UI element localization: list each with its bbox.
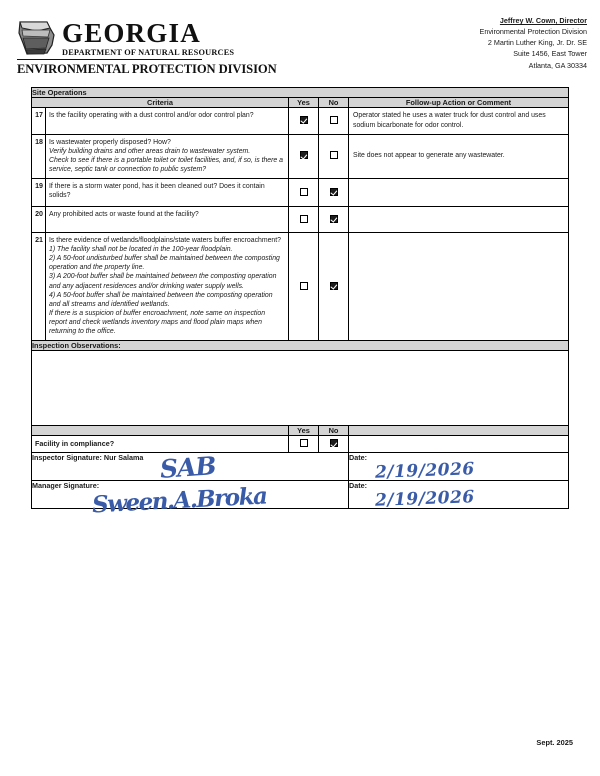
manager-signature-ink: Sween.A.Broka bbox=[91, 482, 268, 519]
inspector-date-ink: 2/19/2026 bbox=[374, 459, 476, 483]
inspector-signature-row bbox=[32, 453, 569, 481]
row-comment[interactable] bbox=[349, 207, 569, 233]
row-comment[interactable] bbox=[349, 233, 569, 341]
criteria-sub: Check to see if there is a portable toilet or toilet facilities, and, if so, is there a service, septic tank or connection to public system? bbox=[49, 156, 284, 173]
logo-department-name: DEPARTMENT OF NATURAL RESOURCES bbox=[62, 48, 235, 57]
compliance-comment[interactable] bbox=[349, 436, 569, 453]
yes-checkbox[interactable] bbox=[300, 151, 308, 159]
table-row bbox=[32, 233, 569, 341]
compliance-no-cell[interactable] bbox=[319, 436, 349, 453]
header-yes: Yes bbox=[289, 98, 319, 108]
criteria-sub: Verify building drains and other areas drain to wastewater system. bbox=[49, 147, 251, 155]
inspector-date-label: Date: bbox=[349, 453, 367, 463]
yes-checkbox-cell[interactable] bbox=[289, 134, 319, 178]
manager-date-label: Date: bbox=[349, 481, 367, 491]
table-row bbox=[32, 179, 569, 207]
yes-checkbox-cell[interactable] bbox=[289, 207, 319, 233]
logo-division-name: ENVIRONMENTAL PROTECTION DIVISION bbox=[17, 62, 277, 76]
manager-date-cell[interactable] bbox=[349, 481, 569, 509]
row-criteria bbox=[46, 134, 289, 178]
compliance-no-checkbox[interactable] bbox=[330, 439, 338, 447]
inspector-date-cell[interactable] bbox=[349, 453, 569, 481]
column-header-row bbox=[32, 98, 569, 108]
row-criteria bbox=[46, 108, 289, 135]
inspector-signature-ink: SAB bbox=[159, 451, 217, 485]
compliance-row bbox=[32, 436, 569, 453]
observations-textarea[interactable] bbox=[32, 351, 569, 426]
inspection-form-table bbox=[31, 87, 569, 519]
manager-signature-cell[interactable] bbox=[32, 481, 349, 519]
section-title: Site Operations bbox=[32, 88, 569, 98]
compliance-yes-cell[interactable] bbox=[289, 436, 319, 453]
observations-header-row bbox=[32, 341, 569, 351]
no-checkbox[interactable] bbox=[330, 116, 338, 124]
agency-address bbox=[480, 15, 587, 71]
inspector-signature-label: Inspector Signature: Nur Salama bbox=[32, 453, 144, 463]
criteria-lead: If there is a storm water pond, has it been cleaned out? Does it contain solids? bbox=[49, 183, 265, 200]
logo-state-name: GEORGIA bbox=[62, 18, 201, 49]
row-number: 20 bbox=[32, 207, 46, 233]
criteria-sub: 1) The facility shall not be located in the 100-year floodplain. bbox=[49, 246, 233, 254]
criteria-lead: Any prohibited acts or waste found at the facility? bbox=[49, 211, 199, 219]
row-comment[interactable]: Site does not appear to generate any wastewater. bbox=[349, 134, 569, 178]
header-no: No bbox=[319, 98, 349, 108]
row-number: 18 bbox=[32, 134, 46, 178]
manager-signature-label: Manager Signature: bbox=[32, 481, 100, 491]
form-revision-footer: Sept. 2025 bbox=[536, 738, 573, 747]
address-city-state-zip: Atlanta, GA 30334 bbox=[528, 60, 587, 70]
table-row bbox=[32, 207, 569, 233]
address-division: Environmental Protection Division bbox=[479, 27, 587, 37]
no-checkbox[interactable] bbox=[330, 282, 338, 290]
georgia-state-outline-icon bbox=[17, 19, 57, 57]
yes-checkbox[interactable] bbox=[300, 282, 308, 290]
header-followup: Follow-up Action or Comment bbox=[349, 98, 569, 108]
director-name: Jeffrey W. Cown, Director bbox=[499, 16, 587, 25]
yes-checkbox-cell[interactable] bbox=[289, 179, 319, 207]
compliance-header-no: No bbox=[319, 426, 349, 436]
no-checkbox[interactable] bbox=[330, 215, 338, 223]
compliance-yes-checkbox[interactable] bbox=[300, 439, 308, 447]
row-number: 17 bbox=[32, 108, 46, 135]
row-criteria bbox=[46, 233, 289, 341]
criteria-lead: Is the facility operating with a dust control and/or odor control plan? bbox=[49, 112, 254, 119]
row-criteria bbox=[46, 179, 289, 207]
no-checkbox-cell[interactable] bbox=[319, 233, 349, 341]
address-street: 2 Martin Luther King, Jr. Dr. SE bbox=[487, 38, 587, 48]
criteria-sub: 2) A 50-foot undisturbed buffer shall be maintained between the composting operation and the property line. bbox=[49, 255, 280, 272]
yes-checkbox-cell[interactable] bbox=[289, 233, 319, 341]
no-checkbox[interactable] bbox=[330, 151, 338, 159]
table-row bbox=[32, 108, 569, 135]
header-criteria: Criteria bbox=[32, 98, 289, 108]
observations-body-row bbox=[32, 351, 569, 426]
criteria-lead: Is there evidence of wetlands/floodplains/state waters buffer encroachment? bbox=[49, 237, 281, 245]
table-row bbox=[32, 134, 569, 178]
yes-checkbox[interactable] bbox=[300, 116, 308, 124]
compliance-band-left bbox=[32, 426, 289, 436]
compliance-header-row bbox=[32, 426, 569, 436]
agency-logo bbox=[17, 18, 277, 77]
row-number: 19 bbox=[32, 179, 46, 207]
row-comment[interactable]: Operator stated he uses a water truck for dust control and uses sodium bicarbonate for odor control. bbox=[349, 108, 569, 135]
compliance-label: Facility in compliance? bbox=[32, 436, 289, 453]
observations-label: Inspection Observations: bbox=[32, 341, 569, 351]
yes-checkbox[interactable] bbox=[300, 215, 308, 223]
criteria-sub: 3) A 200-foot buffer shall be maintained between the composting operation and any adjacent residences and/or drinking water supply wells. bbox=[49, 273, 277, 290]
criteria-sub: 4) A 50-foot buffer shall be maintained between the composting operation and all streams and identified wetlands. bbox=[49, 291, 273, 308]
no-checkbox[interactable] bbox=[330, 188, 338, 196]
no-checkbox-cell[interactable] bbox=[319, 179, 349, 207]
section-header-row bbox=[32, 88, 569, 98]
yes-checkbox-cell[interactable] bbox=[289, 108, 319, 135]
criteria-sub: If there is a suspicion of buffer encroachment, note same on inspection report and check wetlands inventory maps and flood plain maps when returning to the office. bbox=[49, 309, 266, 336]
row-criteria bbox=[46, 207, 289, 233]
letterhead bbox=[0, 0, 600, 84]
row-comment[interactable] bbox=[349, 179, 569, 207]
yes-checkbox[interactable] bbox=[300, 188, 308, 196]
criteria-lead: Is wastewater properly disposed? How? bbox=[49, 138, 171, 146]
no-checkbox-cell[interactable] bbox=[319, 134, 349, 178]
manager-signature-row bbox=[32, 481, 569, 509]
no-checkbox-cell[interactable] bbox=[319, 108, 349, 135]
row-number: 21 bbox=[32, 233, 46, 341]
compliance-band-right bbox=[349, 426, 569, 436]
no-checkbox-cell[interactable] bbox=[319, 207, 349, 233]
logo-divider bbox=[17, 59, 202, 60]
inspector-signature-cell[interactable] bbox=[32, 451, 349, 485]
compliance-header-yes: Yes bbox=[289, 426, 319, 436]
manager-date-ink: 2/19/2026 bbox=[374, 487, 476, 511]
address-suite: Suite 1456, East Tower bbox=[513, 49, 587, 59]
